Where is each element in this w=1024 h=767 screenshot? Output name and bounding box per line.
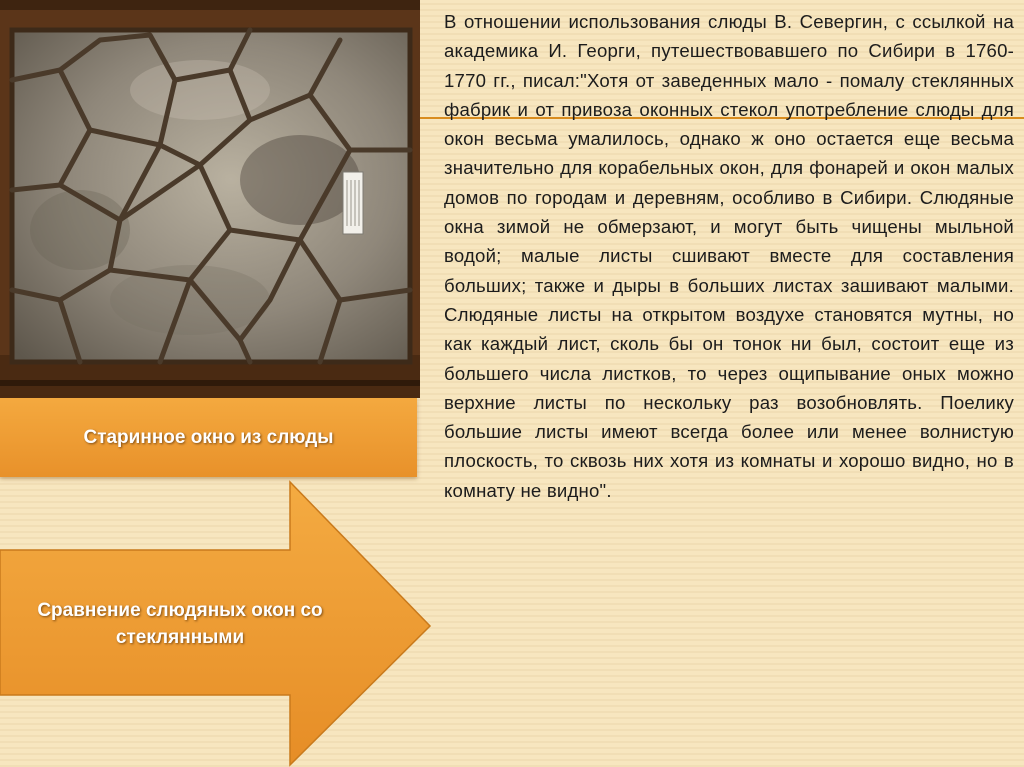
arrow-label: Сравнение слюдяных окон со стеклянными bbox=[37, 600, 323, 648]
mica-window-photo bbox=[0, 0, 420, 398]
photo-caption-banner bbox=[0, 398, 417, 477]
photo-caption-text: Старинное окно из слюды bbox=[83, 426, 334, 448]
slide-body-text: В отношении использования слюды В. Севергин, с ссылкой на академика И. Георги, путешествовавшего по Сибири в 1760-1770 гг., писал:"Хотя от заведенных мало - помалу стеклянных фабрик и от привоза оконных стекол употребление слюды для окон весьма умалилось, однако ж оно остается еще весьма значительно для корабельных окон, для фонарей и окон малых домов по городам и деревням, особливо в Сибири. Слюдяные окна зимой не обмерзают, и могут быть чищены мыльной водой; малые листы сшивают вместе для составления больших; также и дыры в больших листах зашивают малыми. Слюдяные листы на открытом воздухе становятся мутны, но как каждый лист, сколь бы он тонок ни был, состоит еще из большего числа листков, то через ощипывание оных можно верхние листы по нескольку раз возобновлять. Поелику большие листы имеют всегда более или менее волнистую плоскость, то сквозь них хотя из комнаты и хорошо видно, но в комнату не видно". bbox=[444, 11, 1014, 501]
